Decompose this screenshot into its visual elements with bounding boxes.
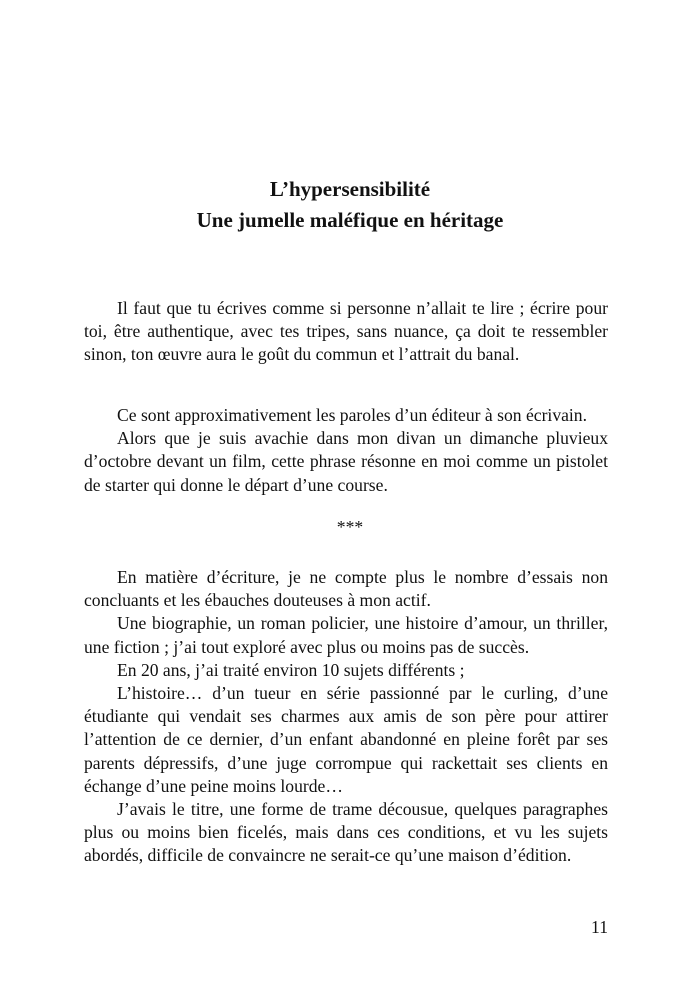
chapter-title — [0, 174, 700, 236]
text-block-3 — [84, 566, 608, 868]
paragraph: Ce sont approximativement les paroles d’un éditeur à son écrivain. — [117, 405, 588, 425]
paragraph: En 20 ans, j’ai traité environ 10 sujets différents ; — [117, 659, 465, 680]
text-block-2 — [84, 404, 608, 497]
paragraph: Alors que je suis avachie dans mon divan un dimanche pluvieux d’octobre devant un film, cette phrase résonne en moi comme un pistolet de starter qui donne le départ d’une course. — [84, 428, 608, 495]
text-block-1 — [84, 297, 608, 367]
paragraph: Il faut que tu écrives comme si personne n’allait te lire ; écrire pour toi, être authentique, avec tes tripes, sans nuance, ça doit te ressembler sinon, ton œuvre aura le goût du commun et l’attrait du banal. — [84, 298, 608, 365]
section-separator: *** — [336, 517, 364, 537]
paragraph: Une biographie, un roman policier, une histoire d’amour, un thriller, une fiction ; j’ai tout exploré avec plus ou moins pas de succès. — [84, 613, 608, 657]
chapter-title-line-1: L’hypersensibilité — [269, 177, 431, 201]
page-number: 11 — [591, 917, 608, 937]
paragraph: J’avais le titre, une forme de trame décousue, quelques paragraphes plus ou moins bien ficelés, mais dans ces conditions, et vu les sujets abordés, difficile de convaincre ne serait-ce qu’une maison d’édition. — [84, 799, 608, 866]
paragraph: En matière d’écriture, je ne compte plus le nombre d’essais non concluants et les ébauches douteuses à mon actif. — [84, 567, 608, 611]
chapter-title-line-2: Une jumelle maléfique en héritage — [196, 208, 504, 232]
paragraph: L’histoire… d’un tueur en série passionné par le curling, d’une étudiante qui vendait ses charmes aux amis de son père pour attirer l’attention de ce dernier, d’un enfant abandonné en pleine forêt par ses parents dépressifs, d’une juge corrompue qui rackettait ses clients en échange d’une peine moins lourde… — [84, 683, 608, 796]
